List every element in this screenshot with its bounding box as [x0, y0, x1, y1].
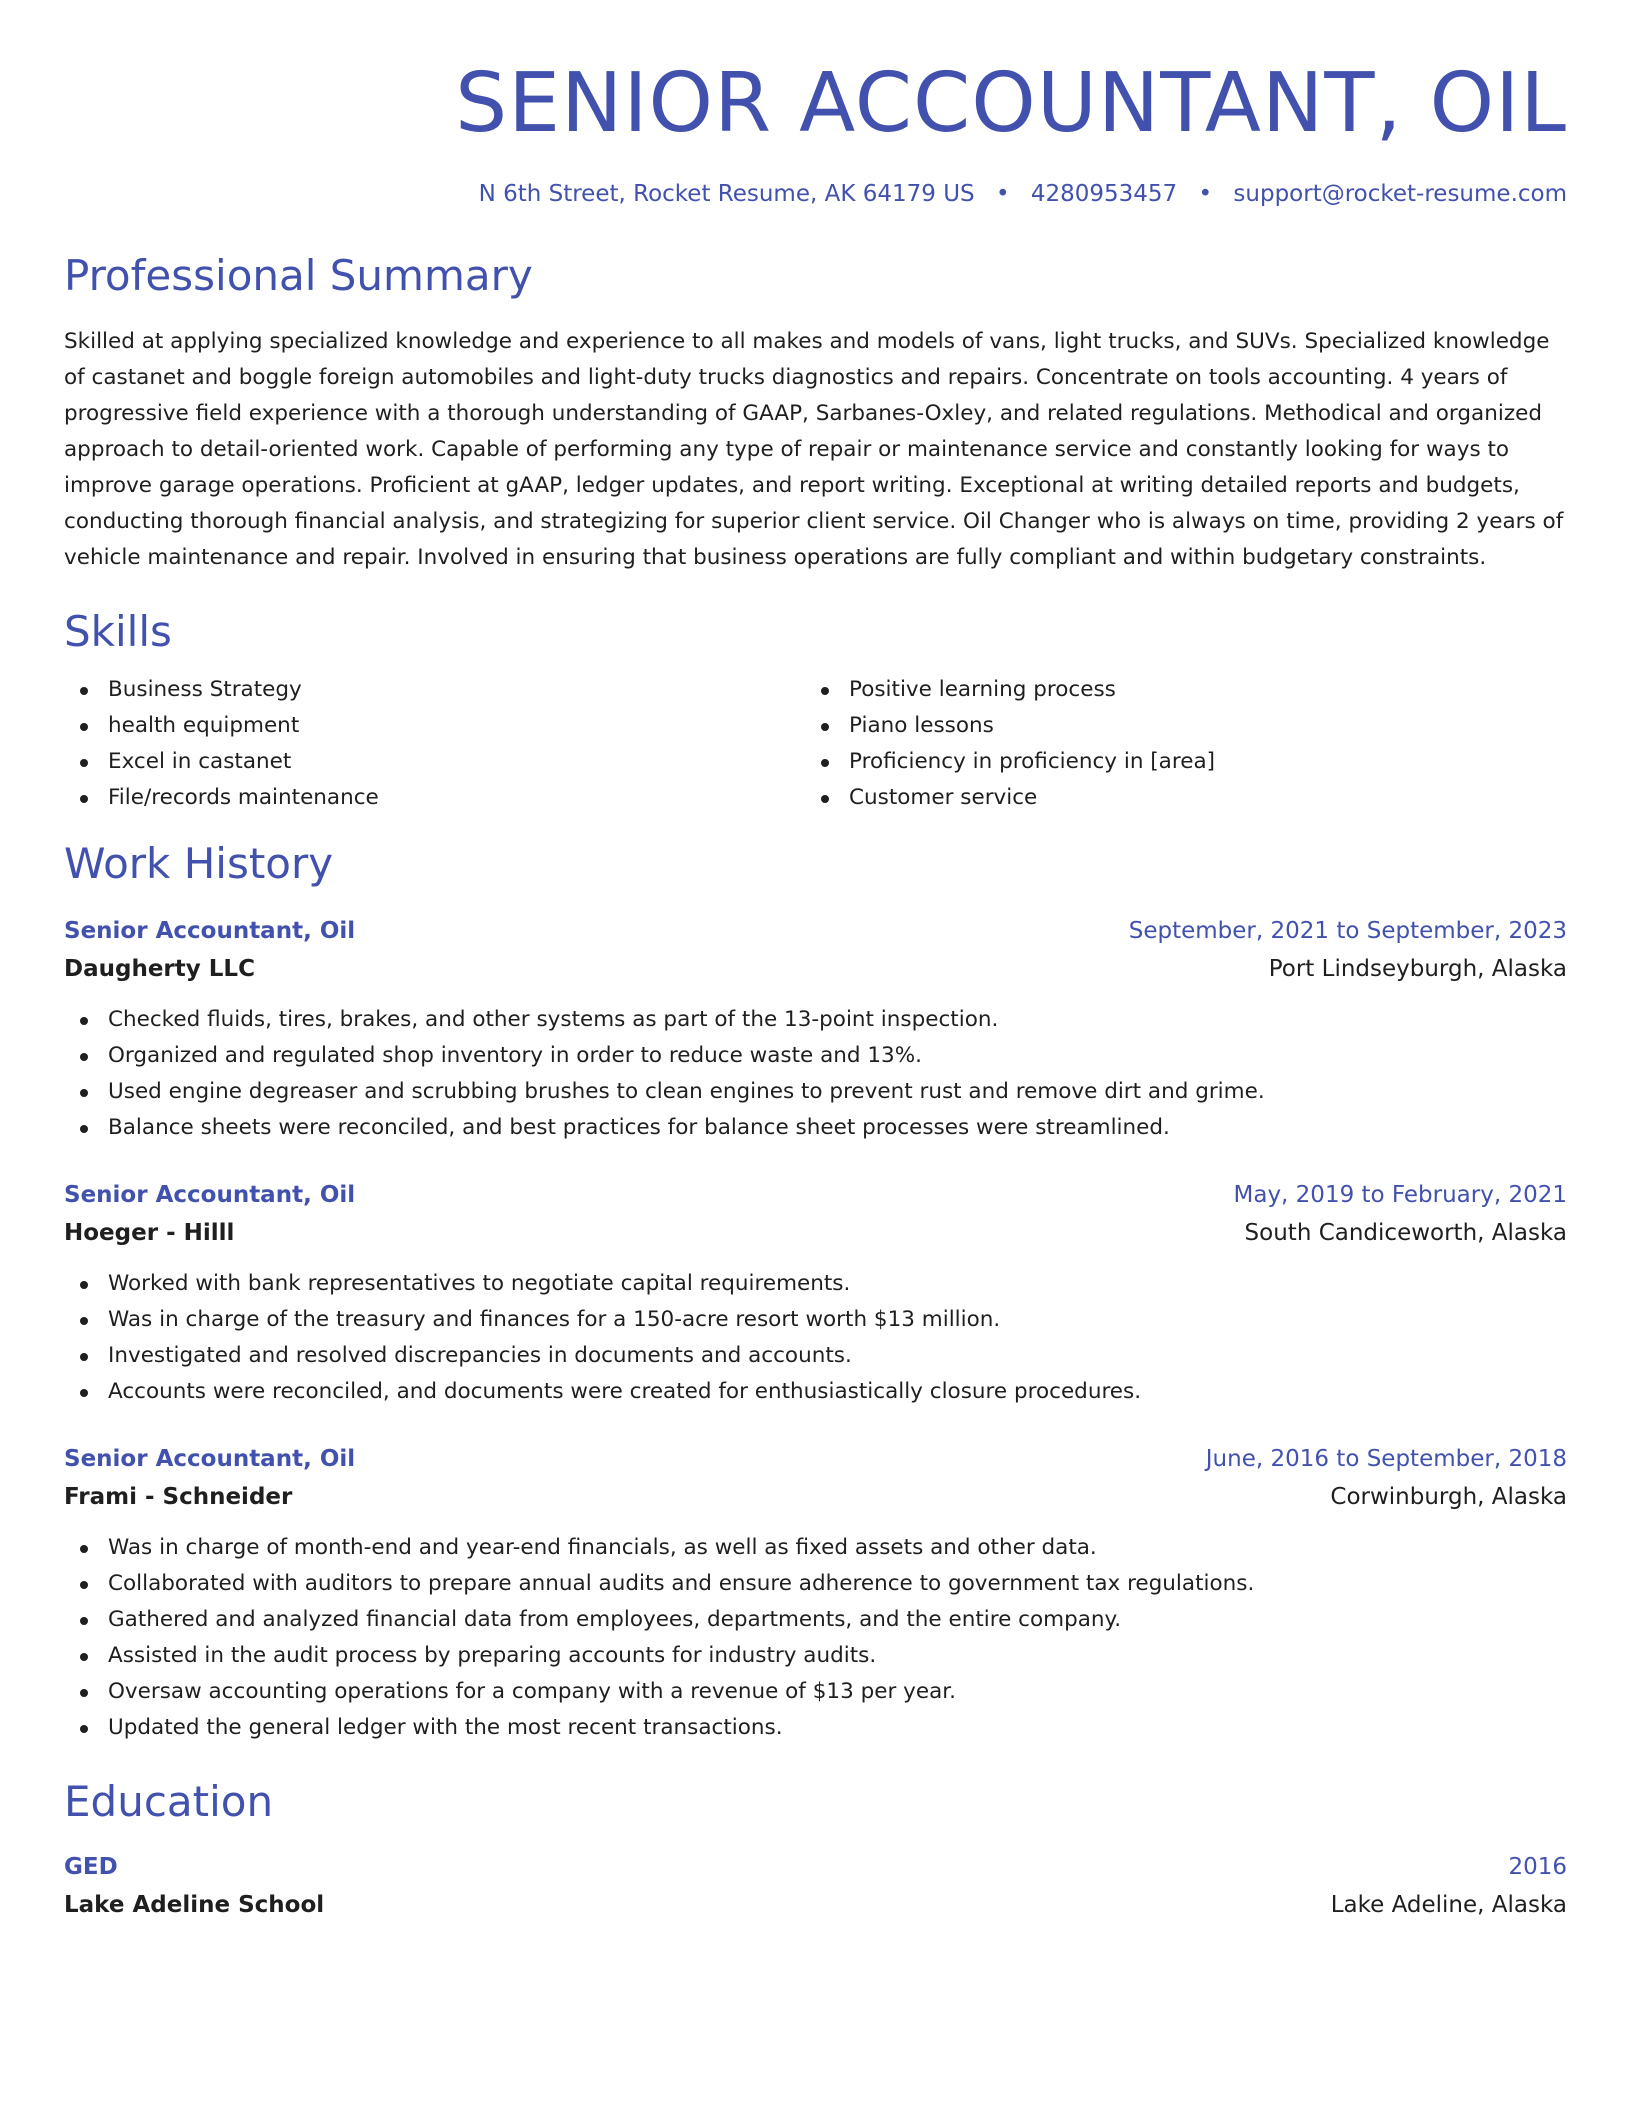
skills-column-left — [64, 672, 805, 816]
skill-item: File/records maintenance — [64, 780, 805, 816]
contact-phone: 4280953457 — [1030, 181, 1178, 207]
job-company: Frami - Schneider — [64, 1484, 293, 1510]
work-history-heading: Work History — [64, 839, 334, 888]
skill-item: Positive learning process — [805, 672, 1546, 708]
skill-item: Business Strategy — [64, 672, 805, 708]
education-heading: Education — [64, 1777, 274, 1826]
job-company: Daugherty LLC — [64, 956, 255, 982]
job-bullets — [64, 1530, 1567, 1746]
skill-item: health equipment — [64, 708, 805, 744]
job-entry — [64, 1440, 1567, 1746]
contact-separator: • — [1198, 181, 1213, 207]
resume-name: SENIOR ACCOUNTANT, OIL — [455, 56, 1567, 151]
job-dates: September, 2021 to September, 2023 — [1128, 918, 1567, 944]
skill-item: Piano lessons — [805, 708, 1546, 744]
summary-text: Skilled at applying specialized knowledge and experience to all makes and models of vans, light trucks, and SUVs. Specialized knowledge of castanet and boggle foreign automobiles and light-duty trucks diagnostics and repairs. Concentrate on tools accounting. 4 years of progressive field experience with a thorough understanding of GAAP, Sarbanes-Oxley, and related regulations. Methodical and organized approach to detail-oriented work. Capable of performing any type of repair or maintenance service and constantly looking for ways to improve garage operations. Proficient at gAAP, ledger updates, and report writing. Exceptional at writing detailed reports and budgets, conducting thorough financial analysis, and strategizing for superior client service. Oil Changer who is always on time, providing 2 years of vehicle maintenance and repair. Involved in ensuring that business operations are fully compliant and within budgetary constraints. — [64, 329, 1564, 570]
job-bullet: Organized and regulated shop inventory in order to reduce waste and 13%. — [64, 1038, 1567, 1074]
job-bullet: Gathered and analyzed financial data from employees, departments, and the entire company. — [64, 1602, 1567, 1638]
job-title: Senior Accountant, Oil — [64, 1182, 356, 1208]
job-bullets — [64, 1002, 1567, 1146]
job-bullet: Checked fluids, tires, brakes, and other systems as part of the 13-point inspection. — [64, 1002, 1567, 1038]
job-company: Hoeger - Hilll — [64, 1220, 235, 1246]
education-entry — [64, 1848, 1567, 1924]
job-bullet: Accounts were reconciled, and documents were created for enthusiastically closure procedures. — [64, 1374, 1567, 1410]
job-bullet: Investigated and resolved discrepancies in documents and accounts. — [64, 1338, 1567, 1374]
job-bullet: Was in charge of month-end and year-end financials, as well as fixed assets and other data. — [64, 1530, 1567, 1566]
education-degree: GED — [64, 1854, 118, 1880]
job-title: Senior Accountant, Oil — [64, 918, 356, 944]
job-location: Port Lindseyburgh, Alaska — [1268, 956, 1567, 982]
contact-line — [64, 178, 1567, 210]
job-dates: June, 2016 to September, 2018 — [1205, 1446, 1567, 1472]
skills-heading: Skills — [64, 607, 172, 656]
job-location: South Candiceworth, Alaska — [1244, 1220, 1567, 1246]
resume-page — [64, 54, 1567, 1924]
job-bullets — [64, 1266, 1567, 1410]
job-bullet: Balance sheets were reconciled, and best practices for balance sheet processes were streamlined. — [64, 1110, 1567, 1146]
education-school: Lake Adeline School — [64, 1892, 325, 1918]
skill-item: Customer service — [805, 780, 1546, 816]
job-entry — [64, 1176, 1567, 1410]
summary-heading: Professional Summary — [64, 251, 533, 300]
skill-item: Proficiency in proficiency in [area] — [805, 744, 1546, 780]
education-year: 2016 — [1508, 1854, 1567, 1880]
contact-separator: • — [995, 181, 1010, 207]
job-bullet: Updated the general ledger with the most recent transactions. — [64, 1710, 1567, 1746]
job-bullet: Used engine degreaser and scrubbing brushes to clean engines to prevent rust and remove dirt and grime. — [64, 1074, 1567, 1110]
education-location: Lake Adeline, Alaska — [1330, 1892, 1567, 1918]
job-bullet: Assisted in the audit process by preparing accounts for industry audits. — [64, 1638, 1567, 1674]
skills-column-right — [805, 672, 1546, 816]
contact-address: N 6th Street, Rocket Resume, AK 64179 US — [478, 181, 975, 207]
contact-email: support@rocket-resume.com — [1233, 181, 1567, 207]
job-title: Senior Accountant, Oil — [64, 1446, 356, 1472]
job-bullet: Was in charge of the treasury and finances for a 150-acre resort worth $13 million. — [64, 1302, 1567, 1338]
job-bullet: Oversaw accounting operations for a company with a revenue of $13 per year. — [64, 1674, 1567, 1710]
job-bullet: Collaborated with auditors to prepare annual audits and ensure adherence to government tax regulations. — [64, 1566, 1567, 1602]
skills-list — [64, 672, 1567, 816]
job-bullet: Worked with bank representatives to negotiate capital requirements. — [64, 1266, 1567, 1302]
job-location: Corwinburgh, Alaska — [1330, 1484, 1567, 1510]
skill-item: Excel in castanet — [64, 744, 805, 780]
job-dates: May, 2019 to February, 2021 — [1233, 1182, 1567, 1208]
job-entry — [64, 912, 1567, 1146]
